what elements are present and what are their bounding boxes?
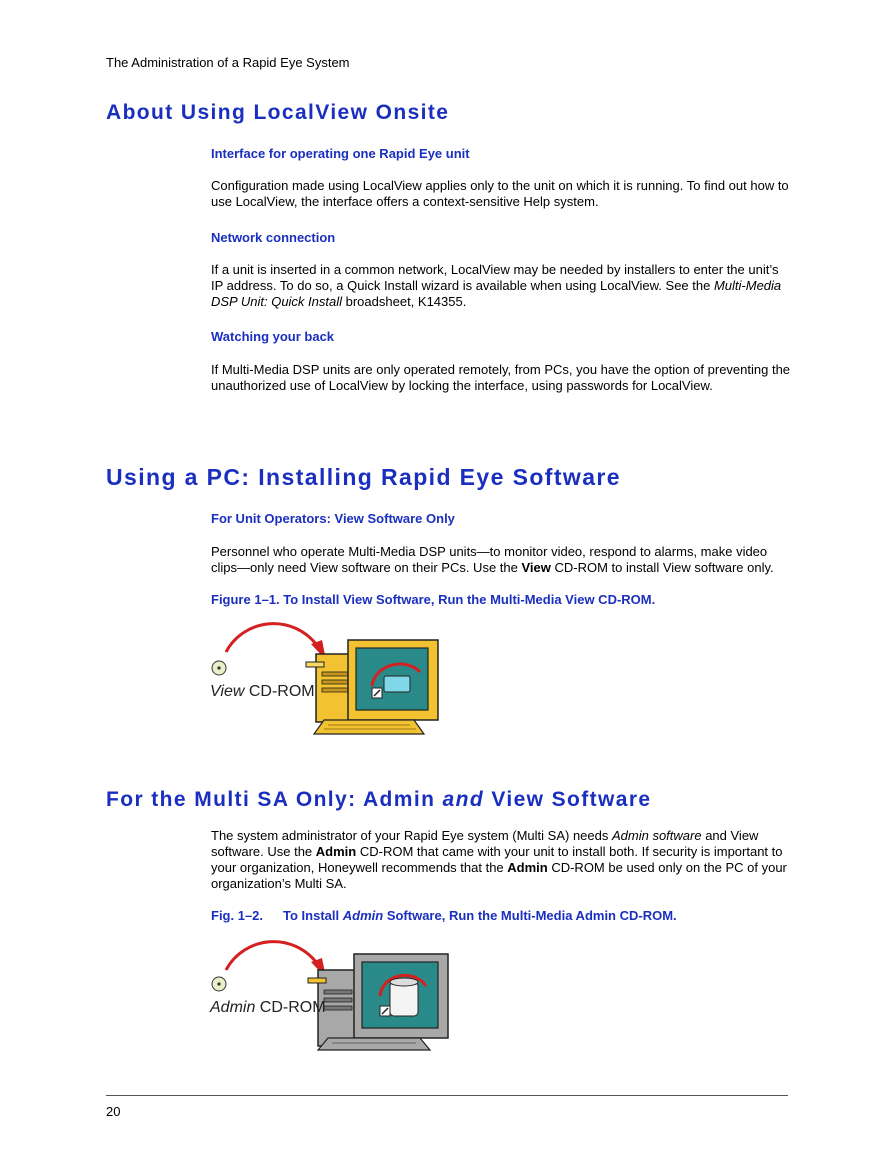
paragraph-multi-sa-b2: Admin [507,860,548,875]
footer-divider [106,1095,788,1096]
running-header: The Administration of a Rapid Eye System [106,55,350,70]
figure-caption-admin [211,908,677,923]
paragraph-multi-sa-b1: Admin [315,844,357,859]
cd-icon [212,661,226,675]
subheading-network: Network connection [211,230,336,245]
paragraph-multi-sa-p3: CD-ROM that came with your unit to install both. If security is important to your organization, Honeywell recommends that the [211,844,783,875]
admin-cdrom-label-italic: Admin [210,999,256,1016]
subheading-watching: Watching your back [211,329,335,344]
admin-cdrom-label-rest: CD-ROM [255,999,326,1016]
paragraph-network-text-b: broadsheet, K14355. [342,294,467,309]
paragraph-unit-operators-text-b: CD-ROM to install View software only. [550,560,774,575]
subheading-unit-operators: For Unit Operators: View Software Only [211,511,455,526]
monitor-icon [348,640,438,720]
keyboard-icon [314,720,424,734]
paragraph-unit-operators-bold: View [521,560,551,575]
view-cdrom-label [210,683,315,700]
view-cdrom-illustration [204,616,464,742]
paragraph-multi-sa-p1: The system administrator of your Rapid Eye system (Multi SA) needs [211,828,612,843]
paragraph-multi-sa-p4: CD-ROM be used only on the PC of your organization’s Multi SA. [211,860,787,891]
paragraph-multi-sa-p2: and View software. Use the [211,828,759,859]
figure-caption-admin-num: Fig. 1–2. [211,908,264,923]
subheading-interface: Interface for operating one Rapid Eye unit [211,146,470,161]
admin-cdrom-label [209,999,326,1016]
section-title-localview: About Using LocalView Onsite [106,101,450,124]
section-title-multi-sa-italic: and [442,788,485,811]
admin-cdrom-illustration [204,934,464,1056]
cd-icon [212,977,226,991]
figure-admin-cdrom [204,934,464,1056]
paragraph-watching: If Multi-Media DSP units are only operated remotely, from PCs, you have the option of preventing the unauthorized use of LocalView by locking the interface, using passwords for LocalView. [211,362,791,393]
monitor-icon [354,954,448,1038]
paragraph-multi-sa-i1: Admin software [611,828,702,843]
figure-caption-admin-a: To Install [283,908,343,923]
section-title-multi-sa [106,788,652,812]
keyboard-icon [318,1038,430,1050]
arrow-icon [226,624,319,652]
paragraph-interface: Configuration made using LocalView applies only to the unit on which it is running. To find out how to use LocalView, the interface offers a context-sensitive Help system. [211,178,789,209]
paragraph-unit-operators [211,544,791,576]
figure-caption-admin-italic: Admin [342,908,384,923]
figure-caption-view: Figure 1–1. To Install View Software, Run the Multi-Media View CD-ROM. [211,592,656,607]
section-title-installing: Using a PC: Installing Rapid Eye Software [106,464,621,490]
view-cdrom-label-italic: View [210,683,245,700]
arrow-icon [226,942,319,970]
page-number: 20 [106,1104,121,1119]
view-cdrom-label-rest: CD-ROM [244,683,315,700]
section-title-multi-sa-a: For the Multi SA Only: Admin [106,788,443,811]
section-title-multi-sa-b: View Software [484,788,652,811]
paragraph-multi-sa [211,828,791,892]
paragraph-network-text-a: If a unit is inserted in a common network, LocalView may be needed by installers to enter the unit’s IP address. To do so, a Quick Install wizard is available when using LocalView. See the [211,262,779,293]
paragraph-unit-operators-text-a: Personnel who operate Multi-Media DSP units—to monitor video, respond to alarms, make video clips—only need View software on their PCs. Use the [211,544,768,575]
paragraph-network [211,262,791,310]
figure-caption-admin-b: Software, Run the Multi-Media Admin CD-ROM. [383,908,677,923]
paragraph-network-italic: Multi-Media DSP Unit: Quick Install [211,278,782,309]
figure-view-cdrom [204,616,464,742]
